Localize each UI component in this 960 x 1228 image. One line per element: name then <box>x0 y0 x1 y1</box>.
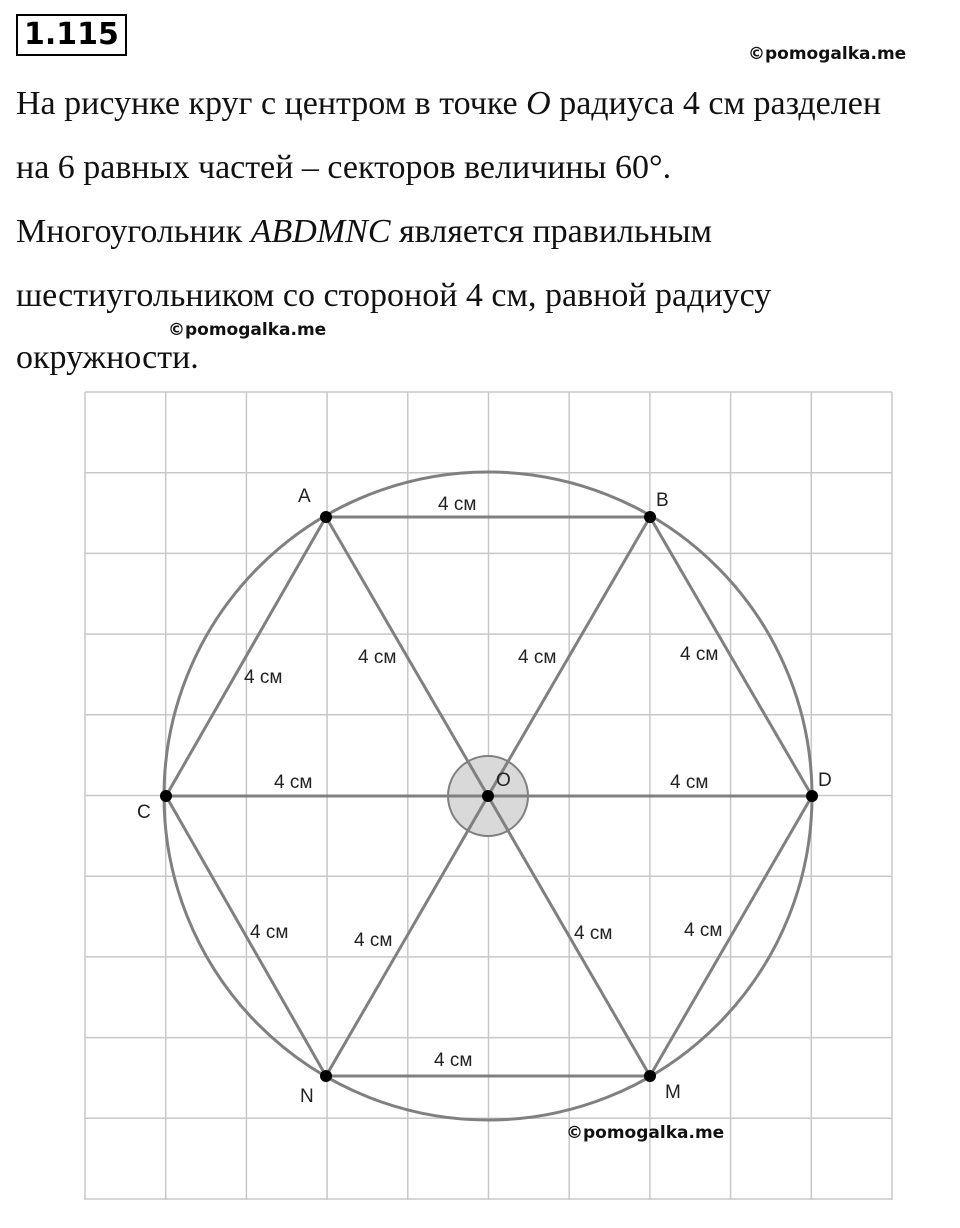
point-label-a: A <box>298 486 311 507</box>
point-o <box>482 790 494 802</box>
point-m <box>644 1070 656 1082</box>
radius-oa <box>326 517 488 796</box>
segment-label-od: 4 см <box>670 772 709 793</box>
segment-label-ab: 4 см <box>438 494 477 515</box>
segment-label-bd: 4 см <box>680 644 719 665</box>
point-a <box>320 511 332 523</box>
segment-label-oa: 4 см <box>358 647 397 668</box>
watermark: ©pomogalka.me <box>566 1123 725 1143</box>
segment-label-dm: 4 см <box>684 920 723 941</box>
segment-label-ca: 4 см <box>244 667 283 688</box>
segment-label-nc: 4 см <box>250 922 289 943</box>
point-label-n: N <box>300 1086 314 1107</box>
point-label-b: B <box>656 490 669 511</box>
point-label-m: M <box>665 1082 681 1103</box>
text-line-1: На рисунке круг с центром в точке O радиуса 4 см разделен <box>16 85 882 122</box>
text-line-4: шестиугольником со стороной 4 см, равной радиусу <box>16 277 772 314</box>
segment-label-om: 4 см <box>574 923 613 944</box>
point-n <box>320 1070 332 1082</box>
problem-number: 1.115 <box>16 14 127 56</box>
watermark: ©pomogalka.me <box>748 44 907 64</box>
point-label-c: C <box>137 802 151 823</box>
text-line-5: окружности. <box>16 339 199 376</box>
point-label-o: O <box>496 770 511 791</box>
segment-label-mn: 4 см <box>434 1050 473 1071</box>
segment-label-oc: 4 см <box>274 772 313 793</box>
segment-label-ob: 4 см <box>518 647 557 668</box>
radius-on <box>326 796 488 1076</box>
segment-label-on: 4 см <box>354 930 393 951</box>
text-line-2: на 6 равных частей – секторов величины 60°. <box>16 149 672 186</box>
text-line-3: Многоугольник ABDMNC является правильным <box>16 213 713 250</box>
point-d <box>806 790 818 802</box>
watermark: ©pomogalka.me <box>168 320 327 340</box>
point-b <box>644 511 656 523</box>
point-c <box>160 790 172 802</box>
point-label-d: D <box>818 770 832 791</box>
